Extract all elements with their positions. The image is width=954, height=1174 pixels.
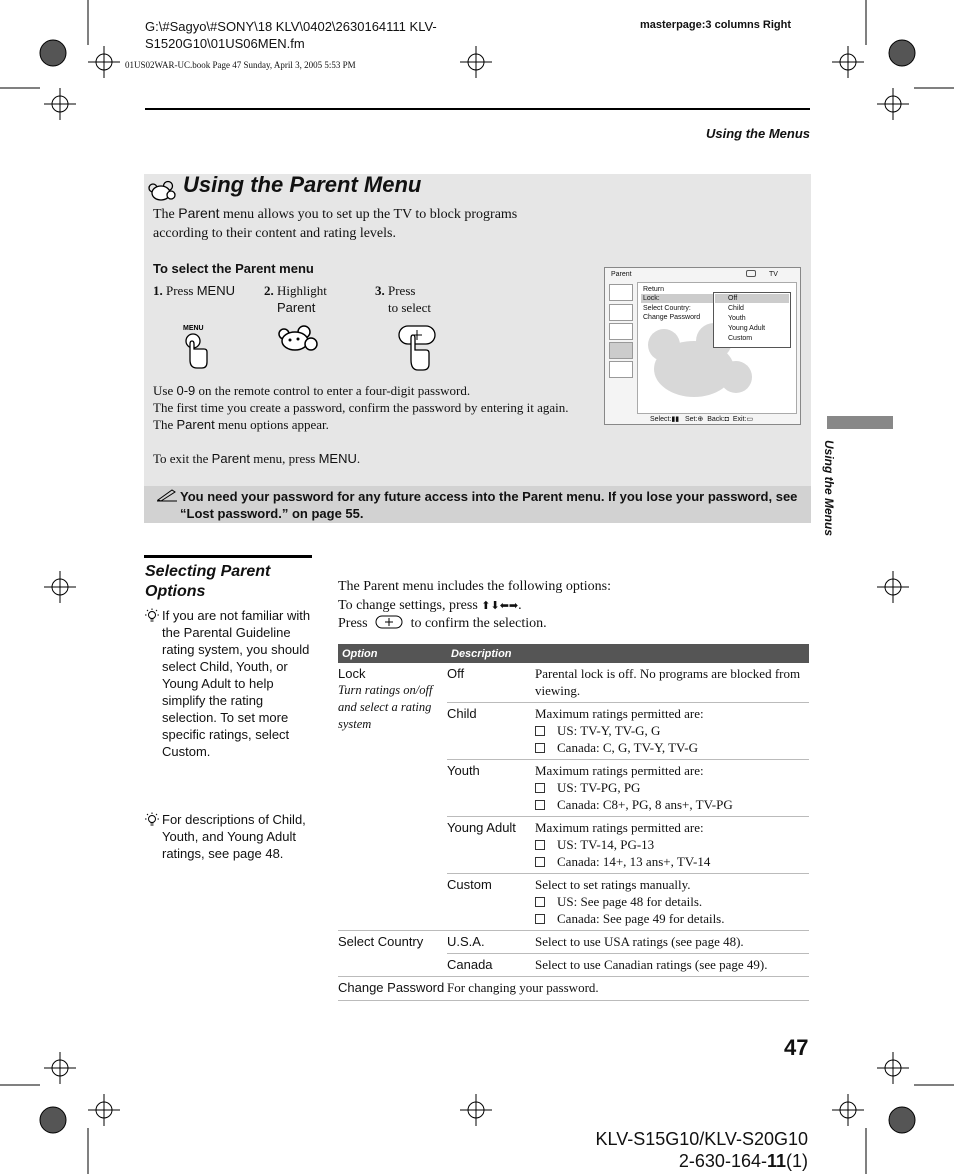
checkbox-icon: [535, 840, 545, 850]
checkbox-icon: [535, 800, 545, 810]
tv-option-child: Child: [728, 305, 744, 312]
svg-text:MENU: MENU: [183, 325, 204, 332]
option-lock-desc: Turn ratings on/off and select a rating system: [338, 683, 433, 731]
desc-custom: Select to set ratings manually. US: See page 48 for details. Canada: See page 49 for details.: [535, 874, 809, 931]
checkbox-icon: [535, 897, 545, 907]
tip-rating-system: If you are not familiar with the Parental Guideline rating system, you should select Child, Youth, or Young Adult to help simplify the rating selection. To set more specific ratings, select Custom.: [162, 608, 311, 759]
option-change-password: Change Password: [338, 977, 447, 1001]
table-row: [338, 931, 809, 954]
option-select-country: Select Country: [338, 931, 447, 977]
options-intro: The Parent menu includes the following options: To change settings, press ⬆⬇⬅➡. Press to confirm the selection.: [338, 579, 611, 631]
tv-side-icon-sound: [609, 304, 633, 321]
tv-item-lock: Lock:: [641, 294, 791, 303]
option-lock: Lock: [338, 666, 366, 681]
tip-lightbulb-icon: [144, 812, 160, 828]
enter-button-icon: [375, 615, 403, 629]
tv-footer: Select:▮▮ Set:⊕ Back:◘ Exit:▭: [650, 416, 754, 423]
tv-item-change-password: Change Password: [643, 314, 701, 321]
use-keys-text: Use 0-9 on the remote control to enter a four-digit password.: [153, 383, 471, 398]
desc-young-adult: Maximum ratings permitted are: US: TV-14, PG-13 Canada: 14+, 13 ans+, TV-14: [535, 817, 809, 874]
desc-youth: Maximum ratings permitted are: US: TV-PG, PG Canada: C8+, PG, 8 ans+, TV-PG: [535, 760, 809, 817]
desc-child: Maximum ratings permitted are: US: TV-Y, TV-G, G Canada: C, G, TV-Y, TV-G: [535, 703, 809, 760]
header-option: Option: [338, 644, 447, 663]
running-head: Using the Menus: [705, 126, 810, 141]
file-path: G:\#Sagyo\#SONY\18 KLV\0402\2630164111 KLV-S1520G10\01US06MEN.fm: [145, 19, 437, 51]
desc-canada: Select to use Canadian ratings (see page 49).: [535, 954, 809, 977]
procedure-heading: To select the Parent menu: [153, 261, 314, 276]
step-1: 1. Press MENU: [153, 283, 235, 298]
desc-off: Parental lock is off. No programs are blocked from viewing.: [535, 663, 809, 703]
tv-screen-illustration: [604, 267, 801, 425]
tv-side-icon-picture: [609, 284, 633, 301]
value-young-adult: Young Adult: [447, 817, 535, 874]
tv-item-select-country: Select Country:: [643, 305, 691, 312]
tv-input-icon: [746, 270, 756, 277]
table-header-row: [338, 644, 809, 663]
section-title: Using the Parent Menu: [183, 172, 422, 197]
tv-side-icon-channel: [609, 323, 633, 340]
note-pencil-icon: [156, 488, 178, 502]
tv-option-custom: Custom: [728, 335, 753, 342]
value-child: Child: [447, 703, 535, 760]
options-table: [338, 644, 809, 1001]
desc-change-password: For changing your password.: [447, 977, 809, 1001]
value-youth: Youth: [447, 760, 535, 817]
tv-menu-title: Parent: [611, 271, 632, 278]
tv-set-icon: ⊕: [697, 416, 704, 423]
header-description: Description: [447, 644, 809, 663]
desc-usa: Select to use USA ratings (see page 48).: [535, 931, 809, 954]
exit-text: To exit the Parent menu, press MENU.: [153, 451, 361, 466]
value-usa: U.S.A.: [447, 931, 535, 954]
value-off: Off: [447, 663, 535, 703]
tv-item-return: Return: [643, 286, 665, 293]
book-info: 01US02WAR-UC.book Page 47 Sunday, April 3, 2005 5:53 PM: [125, 60, 356, 70]
page-number: 47: [784, 1035, 809, 1060]
value-canada: Canada: [447, 954, 535, 977]
step-2: 2. Highlight Parent: [264, 283, 327, 315]
parent-menu-icon: [147, 180, 177, 202]
tv-exit-icon: ▭: [746, 416, 754, 423]
model-footer: KLV-S15G10/KLV-S20G10 2-630-164-11(1): [595, 1129, 808, 1171]
menu-button-icon: [180, 322, 212, 372]
checkbox-icon: [535, 783, 545, 793]
table-row: [338, 663, 809, 703]
select-button-icon: [396, 322, 440, 374]
tv-side-icon-parent: [609, 342, 633, 359]
menu-appear-text: The Parent menu options appear.: [153, 417, 329, 432]
side-tab-label: Using the Menus: [822, 440, 836, 537]
section-intro: The Parent menu allows you to set up the TV to block programs according to their content and rating levels.: [153, 205, 518, 241]
checkbox-icon: [535, 914, 545, 924]
tv-arrows-icon: ▮▮: [671, 416, 680, 423]
subsection-rule: [144, 555, 312, 558]
top-rule: [145, 108, 810, 110]
subsection-title: Selecting Parent Options: [145, 563, 271, 600]
value-custom: Custom: [447, 874, 535, 931]
tv-back-icon: ◘: [724, 416, 729, 423]
side-tab-bar: [827, 416, 893, 429]
highlight-parent-icon: [276, 325, 320, 353]
tv-lock-dropdown: [713, 292, 791, 348]
tv-input-label: TV: [769, 271, 778, 278]
tv-option-youth: Youth: [728, 315, 746, 322]
table-row: [338, 977, 809, 1001]
tip-rating-descriptions: For descriptions of Child, Youth, and Young Adult ratings, see page 48.: [162, 812, 306, 861]
tv-option-young-adult: Young Adult: [728, 325, 766, 332]
checkbox-icon: [535, 726, 545, 736]
step-3: 3. Press to select: [375, 283, 431, 315]
confirm-password-text: The first time you create a password, confirm the password by entering it again.: [153, 400, 569, 415]
password-note: You need your password for any future access into the Parent menu. If you lose your password, see “Lost password.” on page 55.: [180, 489, 798, 521]
tip-lightbulb-icon: [144, 608, 160, 624]
tv-option-off: Off: [715, 294, 789, 303]
checkbox-icon: [535, 857, 545, 867]
tv-side-icon-setup: [609, 361, 633, 378]
arrow-keys-icon: ⬆⬇⬅➡: [481, 599, 519, 612]
masterpage-label: masterpage:3 columns Right: [640, 19, 791, 31]
checkbox-icon: [535, 743, 545, 753]
